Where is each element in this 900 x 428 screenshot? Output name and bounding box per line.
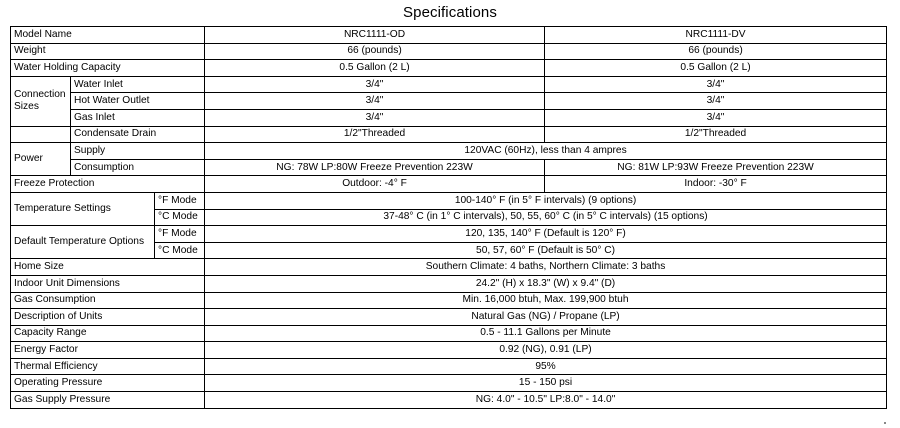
row-label-gas-supply-pressure: Gas Supply Pressure xyxy=(11,392,205,409)
cell-freeze-dv: Indoor: -30° F xyxy=(545,176,887,193)
cell-default-c-mode: 50, 57, 60° F (Default is 50° C) xyxy=(205,242,887,259)
table-row-thermal-efficiency xyxy=(11,358,887,375)
table-row-water-holding xyxy=(11,60,887,77)
cell-supply: 120VAC (60Hz), less than 4 ampres xyxy=(205,143,887,160)
row-label-freeze-protection: Freeze Protection xyxy=(11,176,205,193)
cell-energy-factor: 0.92 (NG), 0.91 (LP) xyxy=(205,342,887,359)
cell-water-inlet-od: 3/4" xyxy=(205,76,545,93)
table-row-freeze-protection xyxy=(11,176,887,193)
table-row-gas-inlet xyxy=(11,109,887,126)
table-row-condensate-drain xyxy=(11,126,887,143)
row-label-energy-factor: Energy Factor xyxy=(11,342,205,359)
table-row-gas-consumption xyxy=(11,292,887,309)
cell-gas-inlet-od: 3/4" xyxy=(205,109,545,126)
cell-description-of-units: Natural Gas (NG) / Propane (LP) xyxy=(205,309,887,326)
cell-thermal-efficiency: 95% xyxy=(205,358,887,375)
row-label-water-holding: Water Holding Capacity xyxy=(11,60,205,77)
cell-temp-f-mode: 100-140° F (in 5° F intervals) (9 options) xyxy=(205,192,887,209)
table-row-default-temp-f xyxy=(11,226,887,243)
cell-indoor-unit-dimensions: 24.2" (H) x 18.3" (W) x 9.4" (D) xyxy=(205,275,887,292)
cell-model-dv: NRC1111-DV xyxy=(545,27,887,44)
cell-gas-consumption: Min. 16,000 btuh, Max. 199,900 btuh xyxy=(205,292,887,309)
cell-weight-od: 66 (pounds) xyxy=(205,43,545,60)
row-label-condensate-drain: Condensate Drain xyxy=(71,126,205,143)
row-label-default-c-mode: °C Mode xyxy=(155,242,205,259)
row-label-description-of-units: Description of Units xyxy=(11,309,205,326)
table-row-model-name xyxy=(11,27,887,44)
row-label-default-f-mode: °F Mode xyxy=(155,226,205,243)
table-row-gas-supply-pressure xyxy=(11,392,887,409)
row-label-temp-c-mode: °C Mode xyxy=(155,209,205,226)
cell-weight-dv: 66 (pounds) xyxy=(545,43,887,60)
row-label-temp-f-mode: °F Mode xyxy=(155,192,205,209)
cell-consumption-dv: NG: 81W LP:93W Freeze Prevention 223W xyxy=(545,159,887,176)
row-label-thermal-efficiency: Thermal Efficiency xyxy=(11,358,205,375)
row-label-gas-inlet: Gas Inlet xyxy=(71,109,205,126)
table-row-description-of-units xyxy=(11,309,887,326)
cell-default-f-mode: 120, 135, 140° F (Default is 120° F) xyxy=(205,226,887,243)
cell-freeze-od: Outdoor: -4° F xyxy=(205,176,545,193)
table-row-energy-factor xyxy=(11,342,887,359)
row-label-capacity-range: Capacity Range xyxy=(11,325,205,342)
cell-hot-water-outlet-dv: 3/4" xyxy=(545,93,887,110)
row-group-label-connection-sizes: Connection Sizes xyxy=(11,76,71,126)
row-group-label-default-temperature: Default Temperature Options xyxy=(11,226,155,259)
cell-temp-c-mode: 37-48° C (in 1° C intervals), 50, 55, 60° C (in 5° C intervals) (15 options) xyxy=(205,209,887,226)
table-row-weight xyxy=(11,43,887,60)
table-row-indoor-unit-dimensions xyxy=(11,275,887,292)
specifications-table xyxy=(10,26,887,409)
table-row-power-consumption xyxy=(11,159,887,176)
row-label-consumption: Consumption xyxy=(71,159,205,176)
row-label-blank xyxy=(11,126,71,143)
cell-water-inlet-dv: 3/4" xyxy=(545,76,887,93)
row-label-hot-water-outlet: Hot Water Outlet xyxy=(71,93,205,110)
corner-mark xyxy=(884,422,886,424)
row-label-gas-consumption: Gas Consumption xyxy=(11,292,205,309)
table-row-operating-pressure xyxy=(11,375,887,392)
cell-water-holding-od: 0.5 Gallon (2 L) xyxy=(205,60,545,77)
row-group-label-temperature-settings: Temperature Settings xyxy=(11,192,155,225)
table-row-home-size xyxy=(11,259,887,276)
cell-hot-water-outlet-od: 3/4" xyxy=(205,93,545,110)
row-group-label-power: Power xyxy=(11,143,71,176)
cell-home-size: Southern Climate: 4 baths, Northern Climate: 3 baths xyxy=(205,259,887,276)
page-title: Specifications xyxy=(403,4,497,21)
cell-operating-pressure: 15 - 150 psi xyxy=(205,375,887,392)
table-row-water-inlet xyxy=(11,76,887,93)
cell-capacity-range: 0.5 - 11.1 Gallons per Minute xyxy=(205,325,887,342)
row-label-indoor-unit-dimensions: Indoor Unit Dimensions xyxy=(11,275,205,292)
row-label-weight: Weight xyxy=(11,43,205,60)
table-row-capacity-range xyxy=(11,325,887,342)
table-row-power-supply xyxy=(11,143,887,160)
row-label-supply: Supply xyxy=(71,143,205,160)
row-label-home-size: Home Size xyxy=(11,259,205,276)
cell-condensate-drain-od: 1/2"Threaded xyxy=(205,126,545,143)
row-label-model-name: Model Name xyxy=(11,27,205,44)
row-label-water-inlet: Water Inlet xyxy=(71,76,205,93)
cell-gas-inlet-dv: 3/4" xyxy=(545,109,887,126)
row-label-operating-pressure: Operating Pressure xyxy=(11,375,205,392)
cell-water-holding-dv: 0.5 Gallon (2 L) xyxy=(545,60,887,77)
cell-condensate-drain-dv: 1/2"Threaded xyxy=(545,126,887,143)
cell-gas-supply-pressure: NG: 4.0" - 10.5" LP:8.0" - 14.0" xyxy=(205,392,887,409)
table-row-temp-settings-f xyxy=(11,192,887,209)
cell-model-od: NRC1111-OD xyxy=(205,27,545,44)
table-row-hot-water-outlet xyxy=(11,93,887,110)
cell-consumption-od: NG: 78W LP:80W Freeze Prevention 223W xyxy=(205,159,545,176)
